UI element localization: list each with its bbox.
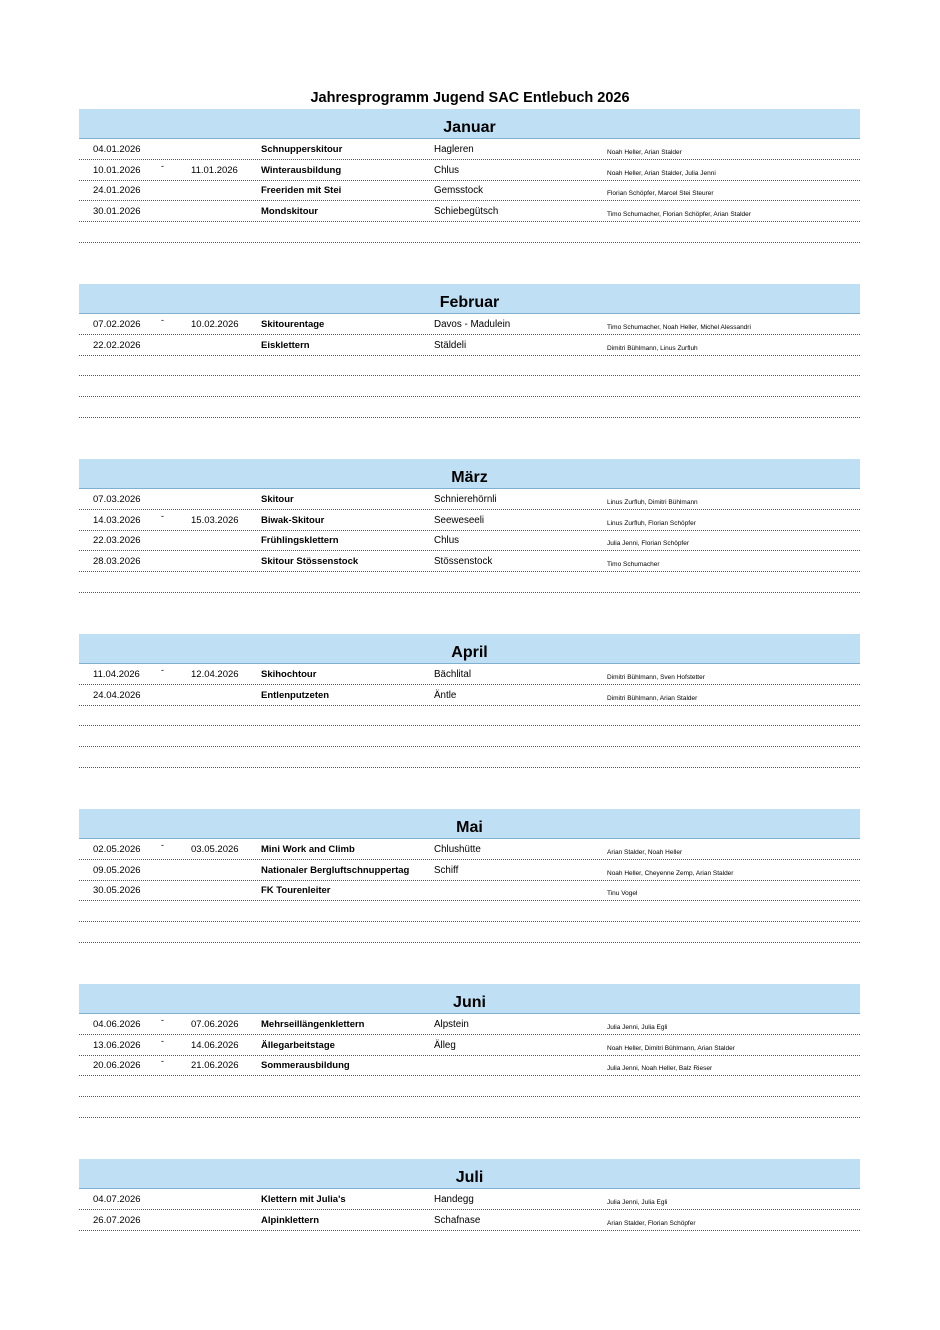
- table-row: [79, 376, 860, 397]
- event-name: Winterausbildung: [261, 164, 342, 176]
- end-date: 15.03.2026: [191, 514, 239, 526]
- month-section: [79, 809, 860, 943]
- table-row: [79, 572, 860, 593]
- month-section: [79, 284, 860, 418]
- location: Schiebegütsch: [434, 206, 499, 218]
- table-row: [79, 1097, 860, 1118]
- month-header: Januar: [79, 109, 860, 139]
- start-date: 13.06.2026: [93, 1039, 141, 1051]
- event-name: Mehrseillängenklettern: [261, 1018, 365, 1030]
- event-name: Freeriden mit Stei: [261, 185, 342, 197]
- leaders: Arian Stalder, Florian Schöpfer: [607, 1219, 696, 1227]
- date-range-dash: -: [161, 839, 164, 850]
- end-date: 14.06.2026: [191, 1039, 239, 1051]
- leaders: Noah Heller, Arian Stalder: [607, 148, 682, 156]
- location: Seeweseeli: [434, 514, 485, 526]
- leaders: Florian Schöpfer, Marcel Stei Steurer: [607, 190, 714, 198]
- event-name: Skitourentage: [261, 318, 325, 330]
- event-name: Nationaler Bergluftschnuppertag: [261, 864, 410, 876]
- leaders: Timo Schumacher, Florian Schöpfer, Arian Stalder: [607, 211, 751, 219]
- start-date: 04.07.2026: [93, 1193, 141, 1205]
- leaders: Timo Schumacher: [607, 561, 660, 569]
- event-name: Mondskitour: [261, 206, 318, 218]
- table-row: [79, 922, 860, 943]
- start-date: 24.04.2026: [93, 689, 141, 701]
- table-row: [79, 397, 860, 418]
- location: Schnierehörnli: [434, 493, 497, 505]
- table-row: [79, 160, 860, 181]
- leaders: Arian Stalder, Noah Heller: [607, 848, 683, 856]
- date-range-dash: -: [161, 1035, 164, 1046]
- end-date: 21.06.2026: [191, 1060, 239, 1072]
- table-row: [79, 747, 860, 768]
- leaders: Timo Schumacher, Noah Heller, Michel Alessandri: [607, 323, 751, 331]
- start-date: 30.05.2026: [93, 885, 141, 897]
- month-header: April: [79, 634, 860, 664]
- leaders: Julia Jenni, Florian Schöpfer: [607, 540, 690, 548]
- table-row: [79, 1056, 860, 1077]
- location: Chlushütte: [434, 843, 481, 855]
- start-date: 24.01.2026: [93, 185, 141, 197]
- event-name: Skitour: [261, 493, 294, 505]
- table-row: [79, 706, 860, 727]
- event-name: Skihochtour: [261, 668, 317, 680]
- event-name: Ällegarbeitstage: [261, 1039, 335, 1051]
- event-name: FK Tourenleiter: [261, 885, 331, 897]
- table-row: [79, 1035, 860, 1056]
- month-section: [79, 634, 860, 768]
- table-row: [79, 1189, 860, 1210]
- event-name: Skitour Stössenstock: [261, 556, 359, 568]
- location: Stössenstock: [434, 556, 493, 568]
- event-name: Schnupperskitour: [261, 143, 343, 155]
- table-row: [79, 335, 860, 356]
- start-date: 22.03.2026: [93, 535, 141, 547]
- leaders: Julia Jenni, Julia Egli: [607, 1198, 668, 1206]
- event-name: Sommerausbildung: [261, 1060, 350, 1072]
- location: Stäldeli: [434, 339, 467, 351]
- start-date: 11.04.2026: [93, 668, 140, 680]
- start-date: 30.01.2026: [93, 206, 141, 218]
- end-date: 12.04.2026: [191, 668, 239, 680]
- location: Hagleren: [434, 143, 474, 155]
- date-range-dash: -: [161, 160, 164, 171]
- table-row: [79, 222, 860, 243]
- month-header: Februar: [79, 284, 860, 314]
- location: Äntle: [434, 689, 457, 701]
- leaders: Dimitri Bühlmann, Linus Zurfluh: [607, 344, 698, 352]
- month-header: Mai: [79, 809, 860, 839]
- table-row: [79, 139, 860, 160]
- leaders: Noah Heller, Dimitri Bühlmann, Arian Stalder: [607, 1044, 735, 1052]
- event-name: Klettern mit Julia's: [261, 1193, 346, 1205]
- location: Chlus: [434, 535, 460, 547]
- location: Gemsstock: [434, 185, 483, 197]
- table-row: [79, 1014, 860, 1035]
- date-range-dash: -: [161, 1056, 164, 1067]
- table-row: [79, 839, 860, 860]
- start-date: 04.06.2026: [93, 1018, 141, 1030]
- leaders: Julia Jenni, Julia Egli: [607, 1023, 668, 1031]
- month-header: Juni: [79, 984, 860, 1014]
- location: Schiff: [434, 864, 459, 876]
- leaders: Noah Heller, Arian Stalder, Julia Jenni: [607, 169, 716, 177]
- end-date: 10.02.2026: [191, 318, 239, 330]
- month-header: Juli: [79, 1159, 860, 1189]
- event-name: Alpinklettern: [261, 1214, 320, 1226]
- date-range-dash: -: [161, 664, 164, 675]
- table-row: [79, 860, 860, 881]
- start-date: 14.03.2026: [93, 514, 141, 526]
- month-section: [79, 984, 860, 1118]
- event-name: Entlenputzeten: [261, 689, 330, 701]
- location: Davos - Madulein: [434, 318, 511, 330]
- event-name: Biwak-Skitour: [261, 514, 325, 526]
- page-title: Jahresprogramm Jugend SAC Entlebuch 2026: [310, 90, 630, 106]
- table-row: [79, 901, 860, 922]
- table-row: [79, 1210, 860, 1231]
- location: Alpstein: [434, 1018, 469, 1030]
- table-row: [79, 181, 860, 202]
- start-date: 10.01.2026: [93, 164, 141, 176]
- table-row: [79, 531, 860, 552]
- location: Handegg: [434, 1193, 474, 1205]
- end-date: 07.06.2026: [191, 1018, 239, 1030]
- leaders: Dimitri Bühlmann, Sven Hofstetter: [607, 673, 705, 681]
- end-date: 11.01.2026: [191, 164, 238, 176]
- table-row: [79, 201, 860, 222]
- table-row: [79, 726, 860, 747]
- table-row: [79, 356, 860, 377]
- event-name: Mini Work and Climb: [261, 843, 355, 855]
- start-date: 04.01.2026: [93, 143, 141, 155]
- table-row: [79, 664, 860, 685]
- table-row: [79, 314, 860, 335]
- month-section: [79, 459, 860, 593]
- location: Bächlital: [434, 668, 472, 680]
- start-date: 02.05.2026: [93, 843, 141, 855]
- date-range-dash: -: [161, 1014, 164, 1025]
- start-date: 20.06.2026: [93, 1060, 141, 1072]
- start-date: 26.07.2026: [93, 1214, 141, 1226]
- event-name: Frühlingsklettern: [261, 535, 339, 547]
- end-date: 03.05.2026: [191, 843, 239, 855]
- leaders: Linus Zurfluh, Florian Schöpfer: [607, 519, 696, 527]
- table-row: [79, 685, 860, 706]
- date-range-dash: -: [161, 510, 164, 521]
- table-row: [79, 1076, 860, 1097]
- event-name: Eisklettern: [261, 339, 310, 351]
- leaders: Noah Heller, Cheyenne Zemp, Arian Stalder: [607, 869, 734, 877]
- leaders: Julia Jenni, Noah Heller, Balz Rieser: [607, 1065, 713, 1073]
- leaders: Dimitri Bühlmann, Arian Stalder: [607, 694, 698, 702]
- month-section: [79, 109, 860, 243]
- table-row: [79, 510, 860, 531]
- start-date: 09.05.2026: [93, 864, 141, 876]
- table-row: [79, 489, 860, 510]
- leaders: Tinu Vogel: [607, 890, 638, 898]
- month-header: März: [79, 459, 860, 489]
- location: Älleg: [434, 1039, 456, 1051]
- leaders: Linus Zurfluh, Dimitri Bühlmann: [607, 498, 698, 506]
- date-range-dash: -: [161, 314, 164, 325]
- table-row: [79, 551, 860, 572]
- month-section: [79, 1159, 860, 1231]
- start-date: 07.02.2026: [93, 318, 141, 330]
- start-date: 22.02.2026: [93, 339, 141, 351]
- location: Schafnase: [434, 1214, 481, 1226]
- location: Chlus: [434, 164, 460, 176]
- start-date: 07.03.2026: [93, 493, 141, 505]
- table-row: [79, 881, 860, 902]
- start-date: 28.03.2026: [93, 556, 141, 568]
